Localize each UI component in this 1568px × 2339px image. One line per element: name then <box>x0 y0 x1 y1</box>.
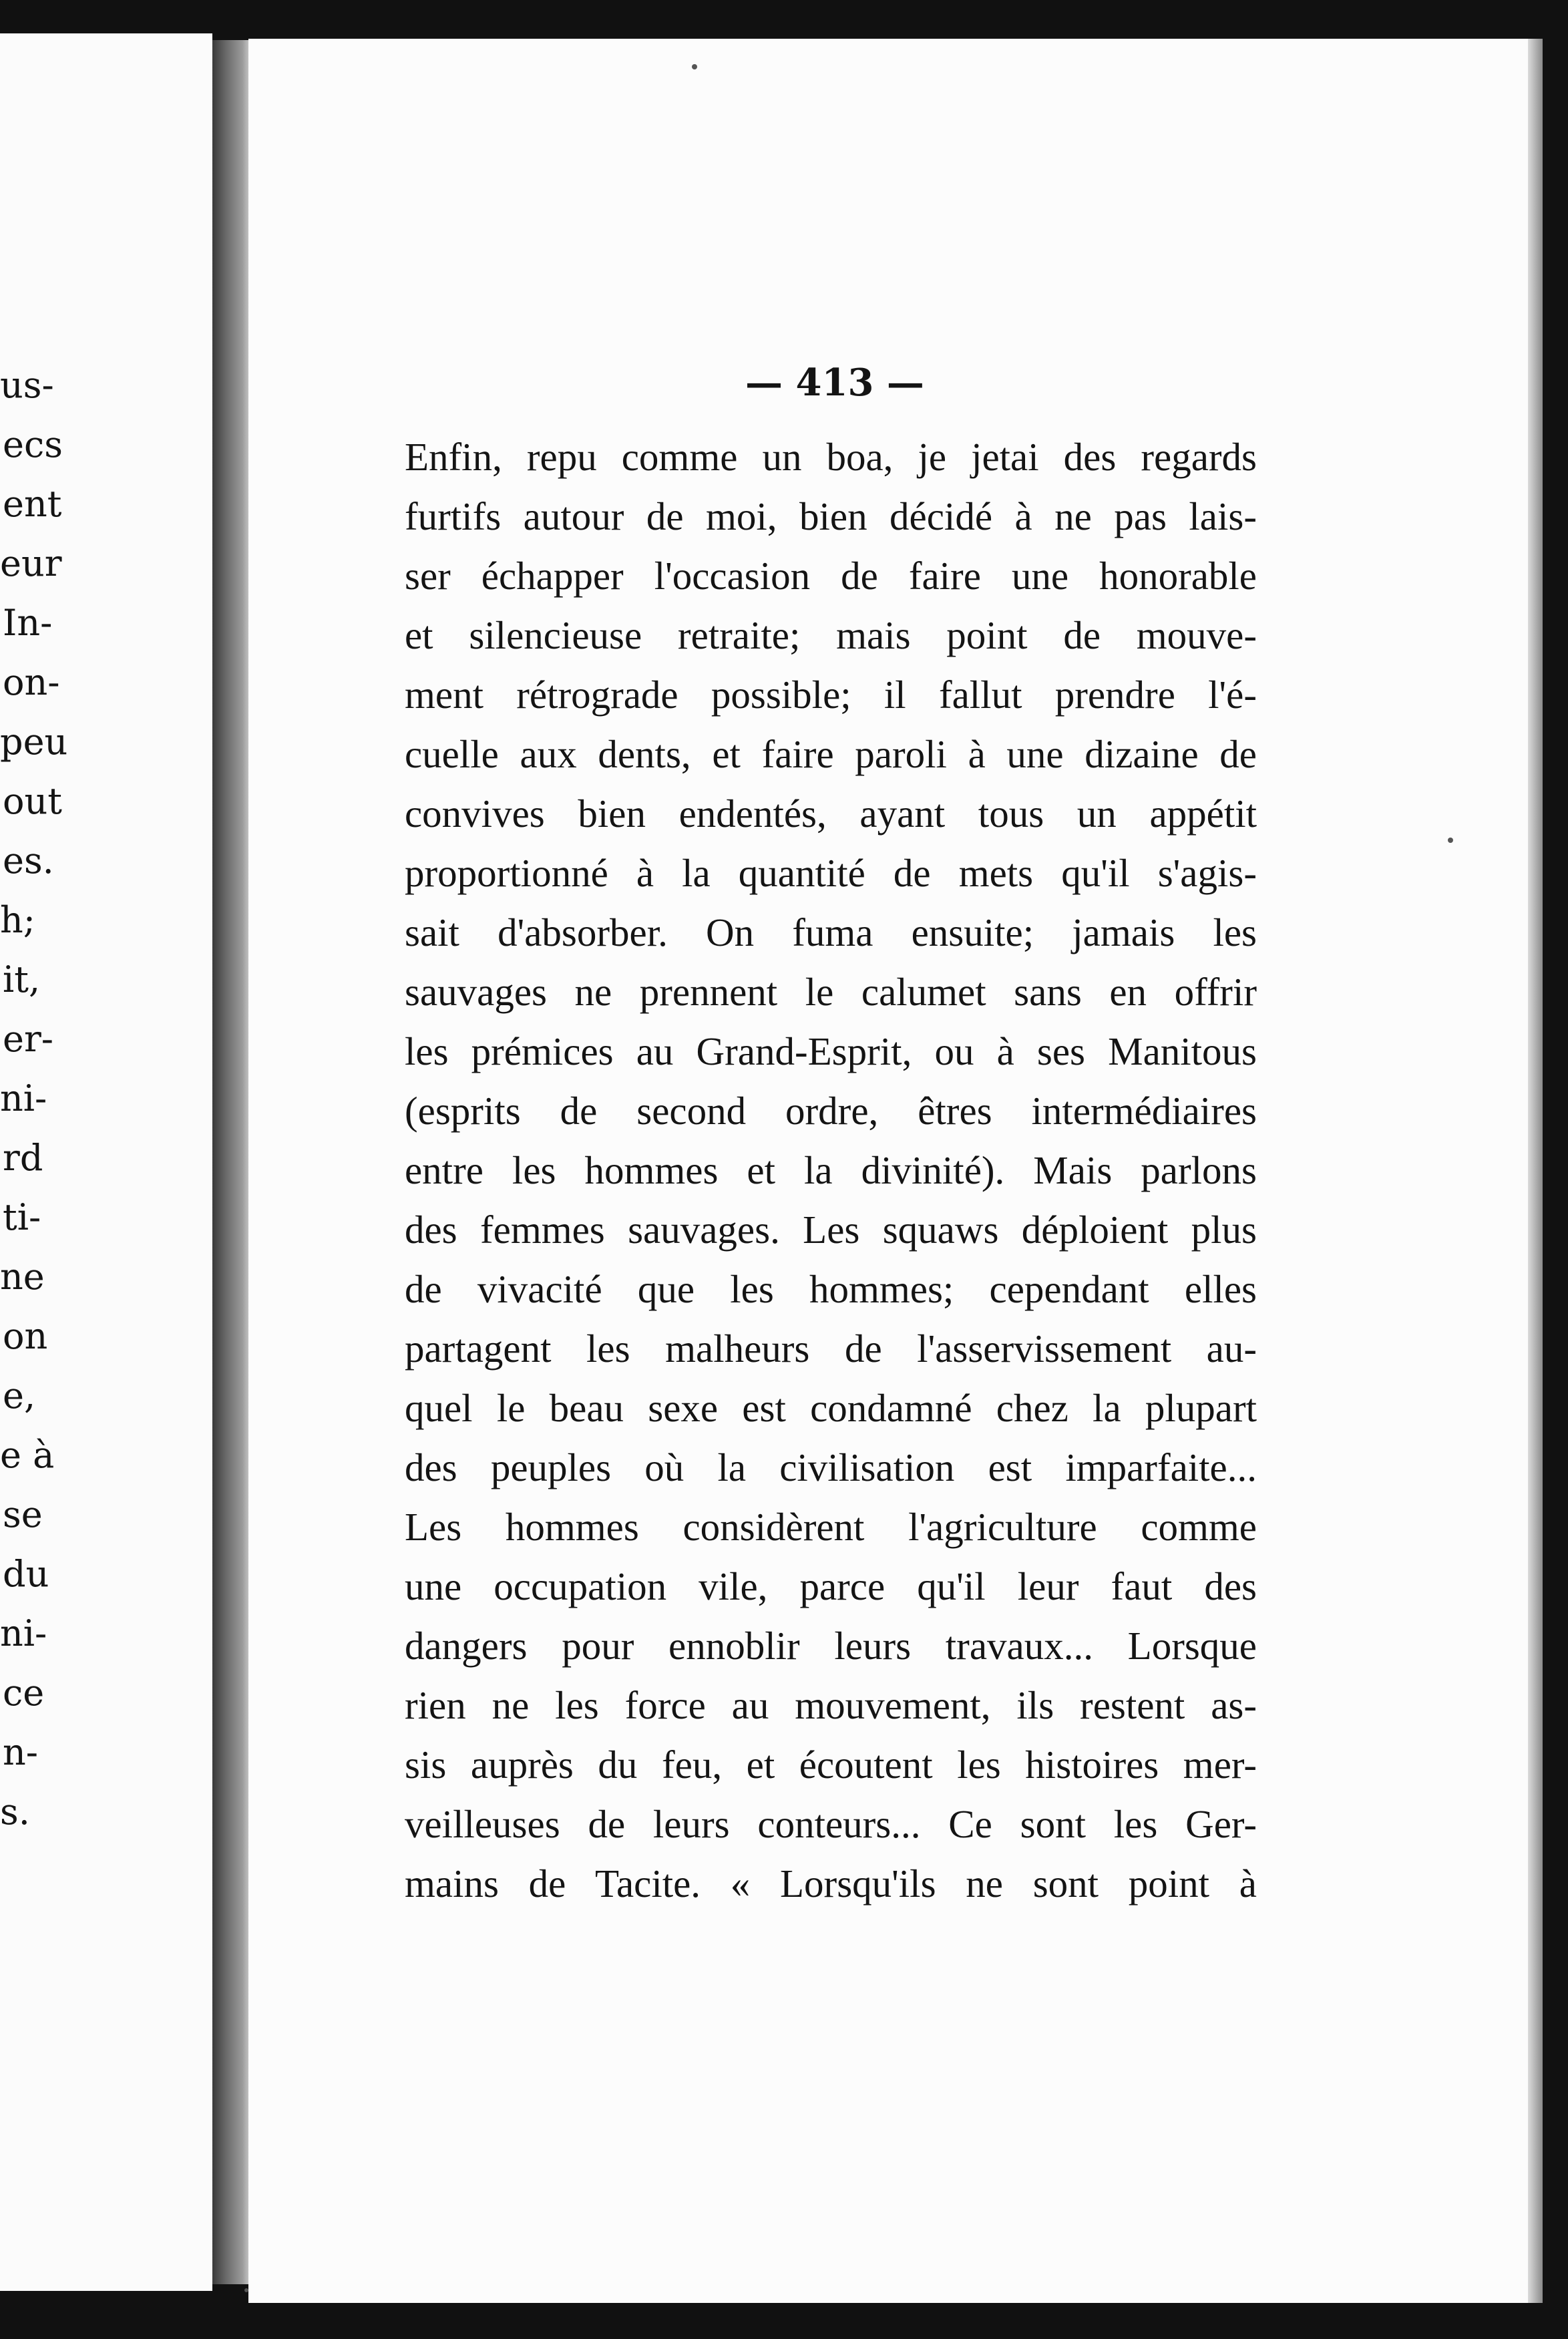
text-line: une occupation vile, parce qu'il leur faut des <box>405 1564 1257 1608</box>
text-line: (esprits de second ordre, êtres intermédiaires <box>405 1089 1257 1133</box>
text-line: Les hommes considèrent l'agriculture comme <box>405 1505 1257 1549</box>
left-page-fragment: ti- <box>3 1196 41 1238</box>
text-line: des femmes sauvages. Les squaws déploient plus <box>405 1208 1257 1252</box>
left-page-fragment: ni- <box>0 1612 47 1654</box>
left-page-fragment: er- <box>3 1018 54 1060</box>
left-page <box>0 33 212 2291</box>
left-page-fragment: on <box>3 1315 48 1357</box>
text-line: quel le beau sexe est condamné chez la plupart <box>405 1386 1257 1430</box>
text-line: et silencieuse retraite; mais point de mouve- <box>405 613 1257 657</box>
left-page-fragment: e à <box>0 1434 55 1476</box>
text-line: dangers pour ennoblir leurs travaux... Lorsque <box>405 1624 1257 1668</box>
text-line: sauvages ne prennent le calumet sans en offrir <box>405 970 1257 1014</box>
left-page-fragment: n- <box>3 1731 39 1773</box>
print-speck <box>1448 838 1453 843</box>
text-line: proportionné à la quantité de mets qu'il s'agis- <box>405 851 1257 895</box>
left-page-fragment: peu <box>0 721 68 763</box>
left-page-fragment: rd <box>3 1137 43 1179</box>
print-speck <box>244 2288 248 2292</box>
left-page-fragment: s. <box>0 1791 30 1833</box>
left-page-fragment: es. <box>3 840 54 882</box>
text-line: Enfin, repu comme un boa, je jetai des regards <box>405 435 1257 479</box>
text-line: ment rétrograde possible; il fallut prendre l'é- <box>405 673 1257 717</box>
left-page-fragment: ne <box>0 1256 45 1298</box>
text-line: mains de Tacite. « Lorsqu'ils ne sont point à <box>405 1861 1257 1906</box>
left-page-fragment: eur <box>0 542 62 584</box>
text-line: de vivacité que les hommes; cependant elles <box>405 1267 1257 1311</box>
text-line: les prémices au Grand-Esprit, ou à ses Manitous <box>405 1029 1257 1073</box>
left-page-fragment: In- <box>3 602 53 644</box>
left-page-fragment: us- <box>0 364 54 406</box>
left-page-fragment: ni- <box>0 1077 47 1119</box>
text-line: rien ne les force au mouvement, ils restent as- <box>405 1683 1257 1727</box>
book-gutter <box>212 40 250 2284</box>
left-page-fragment: ce <box>3 1672 45 1714</box>
text-line: sait d'absorber. On fuma ensuite; jamais les <box>405 910 1257 954</box>
left-page-fragment: e, <box>3 1375 36 1417</box>
text-line: des peuples où la civilisation est imparfaite... <box>405 1445 1257 1489</box>
text-line: ser échapper l'occasion de faire une honorable <box>405 554 1257 598</box>
left-page-fragment: se <box>3 1493 43 1536</box>
left-page-fragment: it, <box>3 958 41 1001</box>
text-line: partagent les malheurs de l'asservissement au- <box>405 1326 1257 1371</box>
left-page-fragment: ent <box>3 483 62 525</box>
text-line: sis auprès du feu, et écoutent les histoires mer- <box>405 1743 1257 1787</box>
text-line: entre les hommes et la divinité). Mais parlons <box>405 1148 1257 1192</box>
left-page-fragment: h; <box>0 899 35 941</box>
page-edge <box>1528 39 1543 2303</box>
left-page-fragment: out <box>3 780 62 822</box>
body-text <box>405 427 1257 1914</box>
text-line: cuelle aux dents, et faire paroli à une dizaine de <box>405 732 1257 776</box>
text-line: veilleuses de leurs conteurs... Ce sont les Ger- <box>405 1802 1257 1846</box>
left-page-fragment: du <box>3 1553 49 1595</box>
left-page-fragment: on- <box>3 661 60 703</box>
text-line: convives bien endentés, ayant tous un appétit <box>405 791 1257 836</box>
left-page-fragment: ecs <box>3 423 63 466</box>
page-number: — 413 — <box>745 361 924 405</box>
print-speck <box>692 64 697 69</box>
text-line: furtifs autour de moi, bien décidé à ne pas lais- <box>405 494 1257 538</box>
